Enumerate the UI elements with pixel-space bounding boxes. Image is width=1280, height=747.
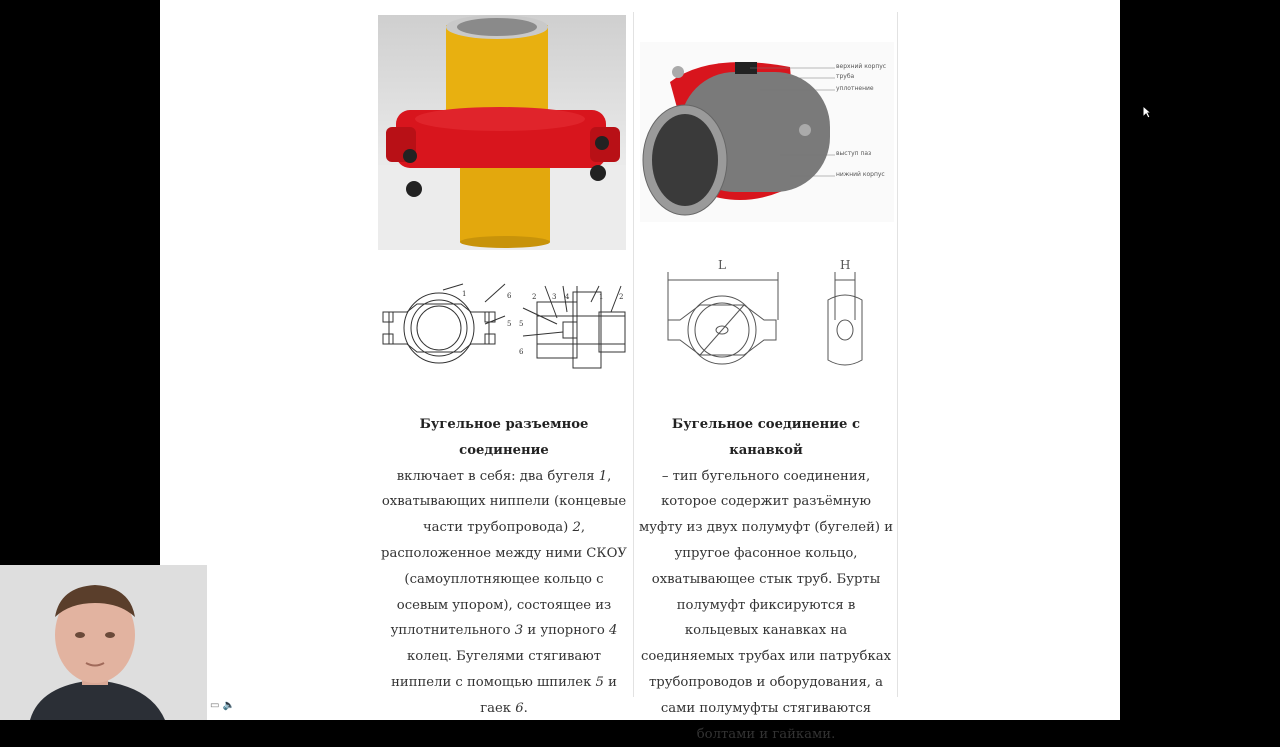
captions-icon[interactable]: ▭ xyxy=(210,700,220,711)
left-title: Бугельное разъемное соединение xyxy=(419,417,589,458)
callout-groove: выступ паз xyxy=(836,150,872,157)
player-controls[interactable] xyxy=(210,700,235,711)
left-column xyxy=(377,12,634,716)
webcam-presenter-overlay xyxy=(0,565,207,720)
clamp-connection-drawing xyxy=(377,272,629,387)
callout-3: 3 xyxy=(552,293,557,301)
right-column xyxy=(634,12,898,742)
left-text-6: и упорного xyxy=(523,623,610,639)
right-body: – тип бугельного соединения, которое содержит разъёмную муфту из двух полумуфт (бугелей) и упругое фасонное кольцо, охватывающее стык труб. Бурты полумуфт фиксируются в кольцевых канавках на соединяемых трубах или патрубках трубопроводов и оборудования, а сами полумуфты стягиваются болтами и гайками. xyxy=(638,468,894,742)
clamp-connection-photo xyxy=(378,15,626,250)
callout-2b: 2 xyxy=(619,293,624,301)
callout-seal: уплотнение xyxy=(836,85,874,92)
left-description xyxy=(377,412,631,722)
callout-5b: 5 xyxy=(519,320,524,328)
left-num-5: 5 xyxy=(595,674,604,690)
left-num-3: 3 xyxy=(514,623,524,639)
clamp-photo-illustration xyxy=(378,15,626,250)
mouse-cursor-icon xyxy=(1142,104,1152,123)
left-text-2: , охватывающих ниппели (концевые части трубопровода) xyxy=(381,468,627,536)
left-text-4: , расположенное между ними СКОУ (самоуплотняющее кольцо с осевым упором), состоящее из уплотнительного xyxy=(381,520,627,639)
left-text-8: колец. Бугелями стягивают ниппели с помощью шпилек xyxy=(391,649,602,690)
dimension-L: L xyxy=(718,258,726,272)
left-text-10: и гаек xyxy=(480,674,617,716)
callout-upper-housing: верхний корпус xyxy=(836,63,887,70)
grooved-coupling-drawing xyxy=(660,250,870,390)
left-num-2: 2 xyxy=(572,520,581,536)
callout-pipe: труба xyxy=(836,73,855,80)
left-num-4: 4 xyxy=(609,623,618,639)
grooved-coupling-render xyxy=(640,42,894,222)
callout-5: 5 xyxy=(507,320,512,328)
volume-icon[interactable]: 🔈 xyxy=(222,700,236,711)
left-text-0: включает в себя: два бугеля xyxy=(396,468,599,484)
left-text-12: . xyxy=(523,700,528,716)
callout-1b: 1 xyxy=(599,293,604,301)
callout-lower-housing: нижний корпус xyxy=(836,171,885,178)
callout-6b: 6 xyxy=(519,348,524,356)
callout-6: 6 xyxy=(507,292,512,300)
left-num-1: 1 xyxy=(598,468,608,484)
callout-4: 4 xyxy=(565,293,570,301)
dimension-H: H xyxy=(840,258,851,272)
callout-1: 1 xyxy=(462,290,467,298)
left-num-6: 6 xyxy=(515,700,524,716)
slide-page xyxy=(160,0,1120,742)
callout-2a: 2 xyxy=(532,293,537,301)
right-description xyxy=(638,412,894,747)
right-title: Бугельное соединение с канавкой xyxy=(671,417,861,458)
